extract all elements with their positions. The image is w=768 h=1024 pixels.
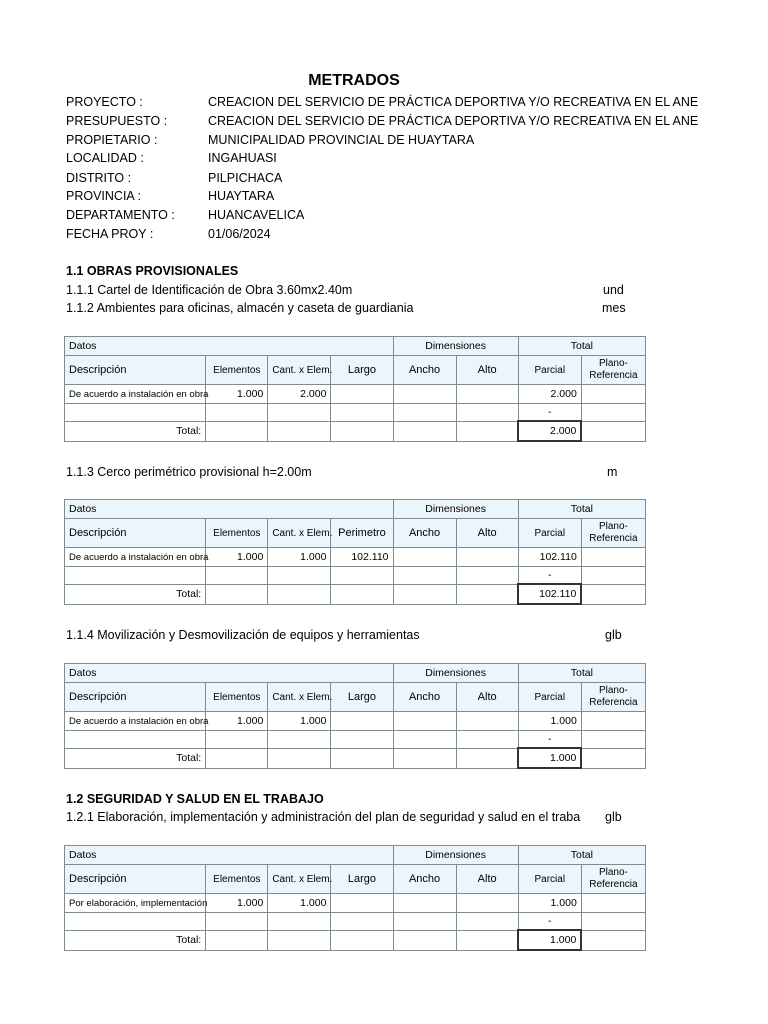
dimensiones-header: Dimensiones bbox=[393, 500, 518, 519]
header-row-distrito bbox=[66, 171, 656, 189]
plano-referencia-header bbox=[581, 519, 645, 548]
datos-header: Datos bbox=[65, 846, 394, 865]
blank-cell bbox=[206, 930, 268, 950]
header-value: HUANCAVELICA bbox=[208, 208, 305, 222]
total-value: 2.000 bbox=[518, 421, 581, 441]
item-1-1-3: 1.1.3 Cerco perimétrico provisional h=2.00m bbox=[66, 465, 312, 479]
blank-cell bbox=[581, 567, 645, 585]
blank-cell bbox=[331, 421, 393, 441]
descripcion-cell: De acuerdo a instalación en obra bbox=[65, 712, 206, 731]
blank-cell bbox=[268, 930, 331, 950]
plano-cell bbox=[581, 712, 645, 731]
largo-header: Largo bbox=[331, 865, 393, 894]
blank-cell bbox=[331, 913, 393, 931]
header-value: HUAYTARA bbox=[208, 189, 275, 203]
elementos-cell: 1.000 bbox=[206, 385, 268, 404]
total-value: 1.000 bbox=[518, 748, 581, 768]
datos-header: Datos bbox=[65, 500, 394, 519]
plano-label: Plano- bbox=[598, 685, 628, 696]
largo-header: Largo bbox=[331, 356, 393, 385]
blank-cell bbox=[393, 584, 456, 604]
blank-cell bbox=[206, 421, 268, 441]
plano-label: Plano- bbox=[598, 358, 628, 369]
ancho-header: Ancho bbox=[393, 519, 456, 548]
total-label: Total: bbox=[65, 584, 206, 604]
blank-cell bbox=[331, 930, 393, 950]
perimetro-cell: 102.110 bbox=[331, 548, 393, 567]
metrado-table bbox=[64, 499, 646, 605]
blank-cell bbox=[206, 748, 268, 768]
header-row-proyecto bbox=[66, 95, 699, 113]
parcial-header: Parcial bbox=[518, 356, 581, 385]
descripcion-cell: De acuerdo a instalación en obra bbox=[65, 385, 206, 404]
alto-cell bbox=[456, 548, 518, 567]
section-title-obras-provisionales: 1.1 OBRAS PROVISIONALES bbox=[66, 264, 239, 278]
referencia-label: Referencia bbox=[589, 697, 638, 708]
descripcion-header: Descripción bbox=[65, 356, 206, 385]
blank-cell bbox=[581, 748, 645, 768]
plano-cell bbox=[581, 894, 645, 913]
blank-cell bbox=[393, 567, 456, 585]
parcial-cell: 102.110 bbox=[518, 548, 581, 567]
blank-cell bbox=[268, 913, 331, 931]
metrado-table bbox=[64, 663, 646, 769]
header-label: PROVINCIA : bbox=[66, 189, 142, 203]
ancho-cell bbox=[393, 712, 456, 731]
blank-cell bbox=[65, 913, 206, 931]
alto-header: Alto bbox=[456, 683, 518, 712]
blank-cell bbox=[268, 421, 331, 441]
plano-cell bbox=[581, 548, 645, 567]
item-1-2-1: 1.2.1 Elaboración, implementación y administración del plan de seguridad y salud en el traba bbox=[66, 810, 581, 824]
total-value: 102.110 bbox=[518, 584, 581, 604]
total-value: 1.000 bbox=[518, 930, 581, 950]
largo-cell bbox=[331, 385, 393, 404]
blank-cell bbox=[393, 913, 456, 931]
header-value: INGAHUASI bbox=[208, 151, 277, 165]
unit-1-1-1: und bbox=[603, 283, 624, 297]
blank-cell bbox=[393, 404, 456, 422]
alto-cell bbox=[456, 385, 518, 404]
blank-cell bbox=[581, 421, 645, 441]
header-row-provincia bbox=[66, 189, 656, 207]
blank-cell bbox=[393, 731, 456, 749]
descripcion-header: Descripción bbox=[65, 519, 206, 548]
header-label: FECHA PROY : bbox=[66, 227, 154, 241]
dash-cell: - bbox=[518, 731, 581, 749]
blank-cell bbox=[456, 404, 518, 422]
blank-cell bbox=[268, 584, 331, 604]
descripcion-cell: De acuerdo a instalación en obra bbox=[65, 548, 206, 567]
datos-header: Datos bbox=[65, 664, 394, 683]
cant-elem-cell: 1.000 bbox=[268, 712, 331, 731]
blank-cell bbox=[206, 584, 268, 604]
elementos-header: Elementos bbox=[206, 865, 268, 894]
blank-cell bbox=[268, 731, 331, 749]
cant-elem-header: Cant. x Elem. bbox=[268, 683, 331, 712]
unit-1-1-2: mes bbox=[602, 301, 626, 315]
largo-header: Largo bbox=[331, 683, 393, 712]
referencia-label: Referencia bbox=[589, 879, 638, 890]
elementos-cell: 1.000 bbox=[206, 548, 268, 567]
blank-cell bbox=[393, 930, 456, 950]
blank-cell bbox=[331, 731, 393, 749]
header-row-presupuesto bbox=[66, 114, 699, 132]
plano-label: Plano- bbox=[598, 521, 628, 532]
cant-elem-header: Cant. x Elem. bbox=[268, 519, 331, 548]
dimensiones-header: Dimensiones bbox=[393, 337, 518, 356]
blank-cell bbox=[581, 913, 645, 931]
unit-1-1-4: glb bbox=[605, 628, 622, 642]
header-row-propietario bbox=[66, 133, 656, 151]
blank-cell bbox=[456, 584, 518, 604]
blank-cell bbox=[268, 748, 331, 768]
elementos-header: Elementos bbox=[206, 356, 268, 385]
blank-cell bbox=[206, 731, 268, 749]
ancho-header: Ancho bbox=[393, 356, 456, 385]
blank-cell bbox=[206, 913, 268, 931]
total-label: Total: bbox=[65, 421, 206, 441]
item-1-1-4: 1.1.4 Movilización y Desmovilización de equipos y herramientas bbox=[66, 628, 420, 642]
perimetro-header: Perimetro bbox=[331, 519, 393, 548]
plano-referencia-header bbox=[581, 865, 645, 894]
elementos-cell: 1.000 bbox=[206, 712, 268, 731]
document-title: METRADOS bbox=[308, 72, 400, 89]
elementos-cell: 1.000 bbox=[206, 894, 268, 913]
descripcion-header: Descripción bbox=[65, 865, 206, 894]
blank-cell bbox=[331, 404, 393, 422]
ancho-header: Ancho bbox=[393, 865, 456, 894]
blank-cell bbox=[456, 930, 518, 950]
blank-cell bbox=[65, 567, 206, 585]
ancho-header: Ancho bbox=[393, 683, 456, 712]
blank-cell bbox=[456, 913, 518, 931]
blank-cell bbox=[456, 567, 518, 585]
parcial-cell: 1.000 bbox=[518, 712, 581, 731]
blank-cell bbox=[331, 748, 393, 768]
datos-header: Datos bbox=[65, 337, 394, 356]
alto-header: Alto bbox=[456, 519, 518, 548]
header-label: PROPIETARIO : bbox=[66, 133, 158, 147]
parcial-cell: 2.000 bbox=[518, 385, 581, 404]
blank-cell bbox=[268, 404, 331, 422]
header-label: PRESUPUESTO : bbox=[66, 114, 168, 128]
header-row-departamento bbox=[66, 208, 656, 226]
item-1-1-2: 1.1.2 Ambientes para oficinas, almacén y caseta de guardiania bbox=[66, 301, 414, 315]
header-row-fecha bbox=[66, 227, 656, 245]
blank-cell bbox=[581, 584, 645, 604]
alto-cell bbox=[456, 712, 518, 731]
header-label: PROYECTO : bbox=[66, 95, 143, 109]
blank-cell bbox=[393, 421, 456, 441]
dash-cell: - bbox=[518, 567, 581, 585]
elementos-header: Elementos bbox=[206, 519, 268, 548]
parcial-header: Parcial bbox=[518, 865, 581, 894]
header-label: DEPARTAMENTO : bbox=[66, 208, 175, 222]
unit-1-2-1: glb bbox=[605, 810, 622, 824]
blank-cell bbox=[268, 567, 331, 585]
cant-elem-header: Cant. x Elem. bbox=[268, 356, 331, 385]
header-label: LOCALIDAD : bbox=[66, 151, 144, 165]
blank-cell bbox=[65, 404, 206, 422]
blank-cell bbox=[581, 731, 645, 749]
cant-elem-cell: 2.000 bbox=[268, 385, 331, 404]
alto-header: Alto bbox=[456, 356, 518, 385]
cant-elem-header: Cant. x Elem. bbox=[268, 865, 331, 894]
alto-header: Alto bbox=[456, 865, 518, 894]
metrado-table bbox=[64, 845, 646, 951]
cant-elem-cell: 1.000 bbox=[268, 548, 331, 567]
header-value: CREACION DEL SERVICIO DE PRÁCTICA DEPORTIVA Y/O RECREATIVA EN EL ANE bbox=[208, 95, 699, 109]
total-header: Total bbox=[518, 500, 645, 519]
plano-cell bbox=[581, 385, 645, 404]
parcial-cell: 1.000 bbox=[518, 894, 581, 913]
header-row-localidad bbox=[66, 151, 656, 169]
blank-cell bbox=[393, 748, 456, 768]
blank-cell bbox=[206, 567, 268, 585]
plano-referencia-header bbox=[581, 683, 645, 712]
blank-cell bbox=[456, 731, 518, 749]
ancho-cell bbox=[393, 894, 456, 913]
referencia-label: Referencia bbox=[589, 533, 638, 544]
plano-label: Plano- bbox=[598, 867, 628, 878]
largo-cell bbox=[331, 894, 393, 913]
header-label: DISTRITO : bbox=[66, 171, 132, 185]
dash-cell: - bbox=[518, 913, 581, 931]
blank-cell bbox=[581, 404, 645, 422]
elementos-header: Elementos bbox=[206, 683, 268, 712]
dimensiones-header: Dimensiones bbox=[393, 846, 518, 865]
header-value: 01/06/2024 bbox=[208, 227, 271, 241]
unit-1-1-3: m bbox=[607, 465, 618, 479]
blank-cell bbox=[456, 748, 518, 768]
header-value: MUNICIPALIDAD PROVINCIAL DE HUAYTARA bbox=[208, 133, 475, 147]
referencia-label: Referencia bbox=[589, 370, 638, 381]
blank-cell bbox=[65, 731, 206, 749]
blank-cell bbox=[331, 567, 393, 585]
blank-cell bbox=[456, 421, 518, 441]
parcial-header: Parcial bbox=[518, 683, 581, 712]
ancho-cell bbox=[393, 385, 456, 404]
item-1-1-1: 1.1.1 Cartel de Identificación de Obra 3.60mx2.40m bbox=[66, 283, 353, 297]
descripcion-header: Descripción bbox=[65, 683, 206, 712]
metrado-table bbox=[64, 336, 646, 442]
section-title-seguridad: 1.2 SEGURIDAD Y SALUD EN EL TRABAJO bbox=[66, 792, 324, 806]
descripcion-cell: Por elaboración, implementación bbox=[65, 894, 206, 913]
largo-cell bbox=[331, 712, 393, 731]
blank-cell bbox=[206, 404, 268, 422]
blank-cell bbox=[581, 930, 645, 950]
header-value: CREACION DEL SERVICIO DE PRÁCTICA DEPORTIVA Y/O RECREATIVA EN EL ANE bbox=[208, 114, 699, 128]
total-header: Total bbox=[518, 664, 645, 683]
total-label: Total: bbox=[65, 748, 206, 768]
alto-cell bbox=[456, 894, 518, 913]
blank-cell bbox=[331, 584, 393, 604]
total-header: Total bbox=[518, 337, 645, 356]
ancho-cell bbox=[393, 548, 456, 567]
parcial-header: Parcial bbox=[518, 519, 581, 548]
dimensiones-header: Dimensiones bbox=[393, 664, 518, 683]
header-value: PILPICHACA bbox=[208, 171, 283, 185]
plano-referencia-header bbox=[581, 356, 645, 385]
cant-elem-cell: 1.000 bbox=[268, 894, 331, 913]
dash-cell: - bbox=[518, 404, 581, 422]
total-header: Total bbox=[518, 846, 645, 865]
total-label: Total: bbox=[65, 930, 206, 950]
